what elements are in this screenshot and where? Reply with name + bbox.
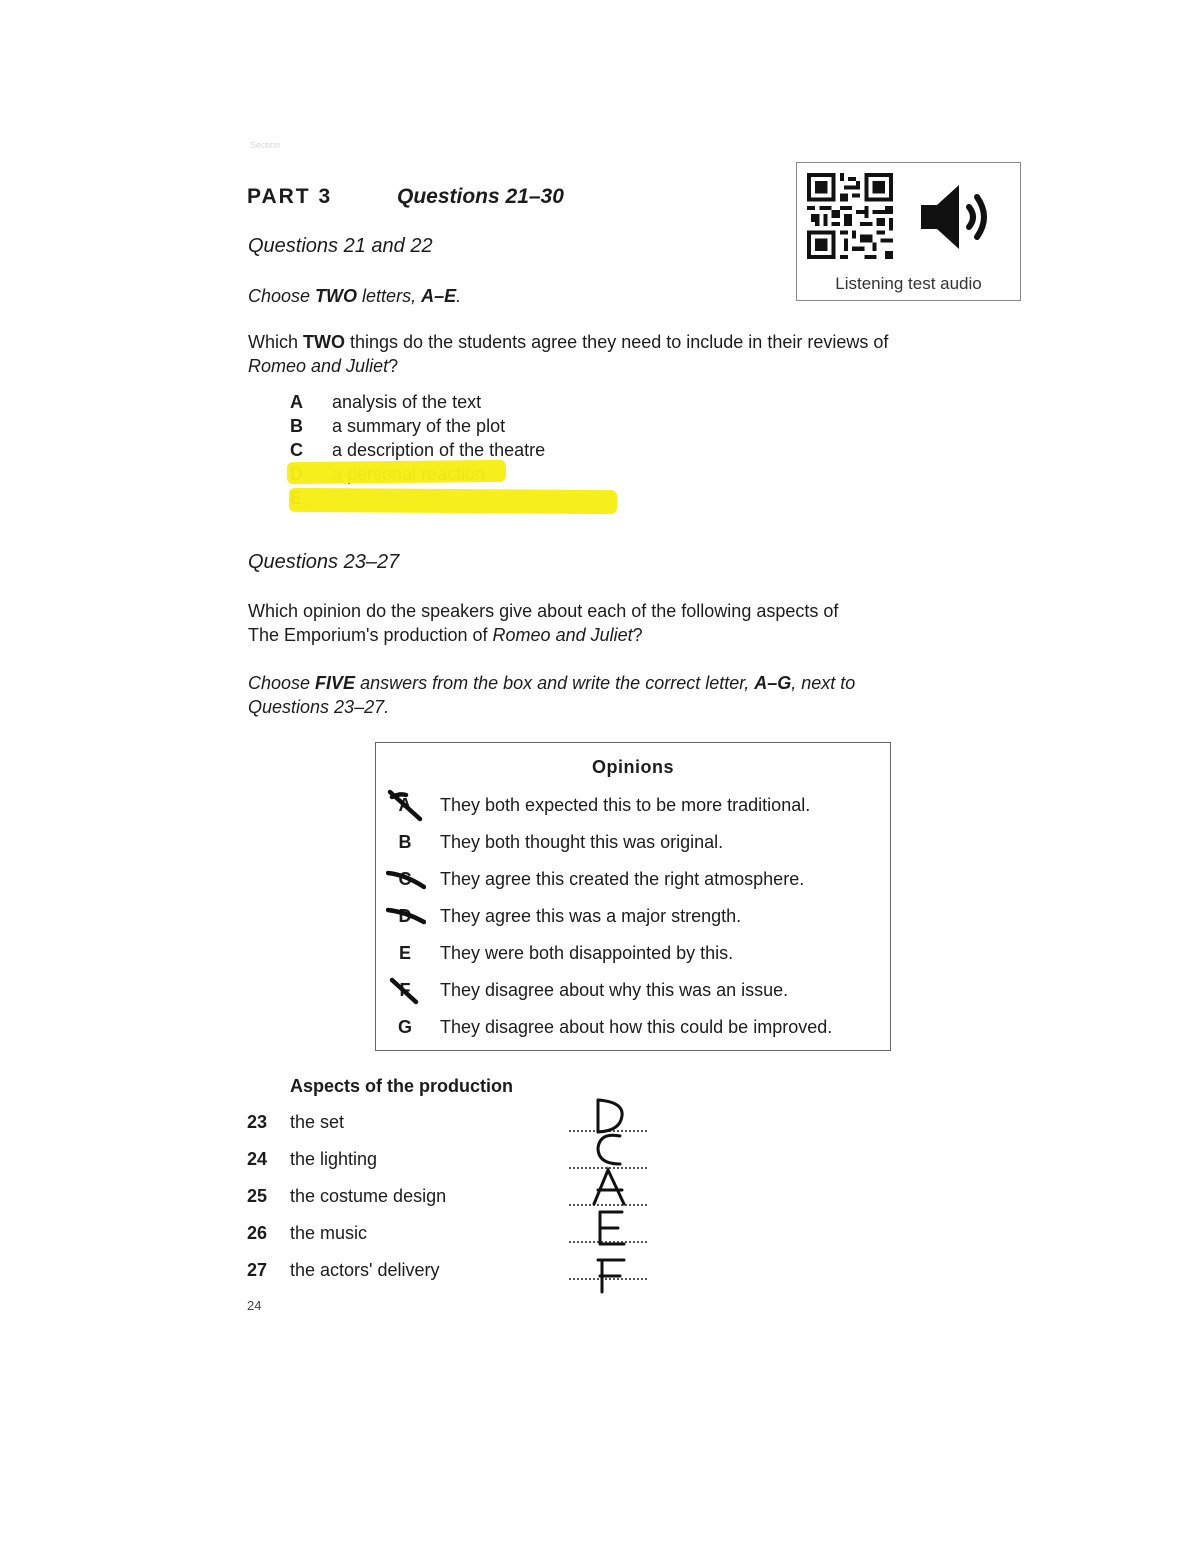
question-text: ? — [388, 356, 399, 376]
section2-question — [248, 599, 838, 647]
question-number: 27 — [247, 1260, 268, 1280]
question-text: things do the students agree they need to include in their reviews of — [345, 332, 889, 352]
qr-code-icon[interactable] — [807, 173, 893, 259]
opinions-title: Opinions — [592, 757, 674, 777]
play-title: Romeo and Juliet — [492, 625, 633, 645]
audio-caption: Listening test audio — [835, 274, 982, 293]
cross-out-mark — [386, 863, 426, 897]
handwritten-answer-27 — [590, 1256, 630, 1296]
option-letter: C — [290, 440, 303, 460]
opinion-a[interactable] — [376, 795, 892, 823]
opinion-letter: A — [398, 795, 412, 815]
instruction-text: Questions 23–27. — [248, 697, 390, 717]
opinion-letter: G — [397, 1017, 412, 1037]
opinion-letter: F — [399, 980, 411, 1000]
cross-out-mark — [386, 974, 426, 1008]
question-number: 25 — [247, 1186, 268, 1206]
opinion-g[interactable] — [376, 1017, 892, 1045]
question-text: the actors' delivery — [290, 1260, 440, 1280]
question-text: The Emporium's production of — [248, 625, 493, 645]
question-text: the music — [290, 1223, 368, 1243]
option-letter: B — [290, 416, 303, 436]
question-number: 23 — [247, 1112, 268, 1132]
cross-out-mark — [386, 789, 426, 823]
question-text: the lighting — [290, 1149, 378, 1169]
opinion-text: They both expected this to be more traditional. — [440, 795, 811, 815]
opinion-text: They disagree about how this could be improved. — [440, 1017, 833, 1037]
option-a[interactable] — [290, 392, 481, 413]
instruction-text: . — [456, 286, 462, 306]
section1-instruction — [248, 284, 461, 308]
section2-instruction — [248, 671, 855, 719]
instruction-bold: A–E — [421, 286, 457, 306]
question-text: the set — [290, 1112, 345, 1132]
questions-range: Questions 21–30 — [397, 185, 564, 208]
faint-section-label: Section — [250, 140, 281, 150]
instruction-bold: A–G — [754, 673, 792, 693]
section2-heading: Questions 23–27 — [248, 551, 400, 573]
question-text: Which — [248, 332, 304, 352]
opinion-letter: B — [398, 832, 412, 852]
handwritten-answer-26 — [590, 1208, 630, 1248]
highlight-mark-d — [287, 460, 506, 484]
opinion-text: They agree this was a major strength. — [440, 906, 742, 926]
aspects-heading: Aspects of the production — [290, 1076, 514, 1096]
question-number: 24 — [247, 1149, 268, 1169]
opinion-letter: E — [398, 943, 411, 963]
instruction-bold: TWO — [315, 286, 358, 306]
instruction-text: Choose — [248, 286, 316, 306]
question-number: 26 — [247, 1223, 268, 1243]
instruction-text: answers from the box and write the correct letter, — [355, 673, 755, 693]
handwritten-answer-24 — [590, 1130, 630, 1170]
opinion-letter: D — [398, 906, 412, 926]
instruction-text: Choose — [248, 673, 316, 693]
page-number: 24 — [247, 1298, 262, 1313]
opinion-d[interactable] — [376, 906, 892, 934]
opinion-text: They were both disappointed by this. — [440, 943, 734, 963]
opinions-box — [375, 742, 891, 1051]
opinion-b[interactable] — [376, 832, 892, 860]
question-text: ? — [632, 625, 643, 645]
section1-question — [248, 330, 888, 378]
handwritten-answer-25 — [590, 1166, 630, 1206]
instruction-text: letters, — [357, 286, 422, 306]
question-text: Which opinion do the speakers give about each of the following aspects of — [248, 601, 839, 621]
part-label: PART 3 — [247, 185, 333, 208]
audio-box[interactable] — [796, 162, 1021, 301]
opinion-text: They both thought this was original. — [440, 832, 724, 852]
option-c[interactable] — [290, 440, 545, 461]
instruction-text: , next to — [791, 673, 856, 693]
option-text: a summary of the plot — [332, 416, 506, 436]
opinion-f[interactable] — [376, 980, 892, 1008]
opinion-e[interactable] — [376, 943, 892, 971]
highlight-mark-e — [289, 488, 617, 514]
question-text: the costume design — [290, 1186, 447, 1206]
option-letter: A — [290, 392, 303, 412]
option-text: analysis of the text — [332, 392, 482, 412]
question-bold: TWO — [303, 332, 346, 352]
opinion-c[interactable] — [376, 869, 892, 897]
instruction-bold: FIVE — [315, 673, 356, 693]
cross-out-mark — [386, 900, 426, 934]
section1-heading: Questions 21 and 22 — [248, 235, 433, 257]
opinion-text: They disagree about why this was an issue. — [440, 980, 789, 1000]
option-text: a description of the theatre — [332, 440, 546, 460]
play-title: Romeo and Juliet — [248, 356, 389, 376]
opinion-text: They agree this created the right atmosphere. — [440, 869, 805, 889]
speaker-volume-icon[interactable] — [919, 181, 997, 253]
option-b[interactable] — [290, 416, 505, 437]
opinion-letter: C — [398, 869, 412, 889]
